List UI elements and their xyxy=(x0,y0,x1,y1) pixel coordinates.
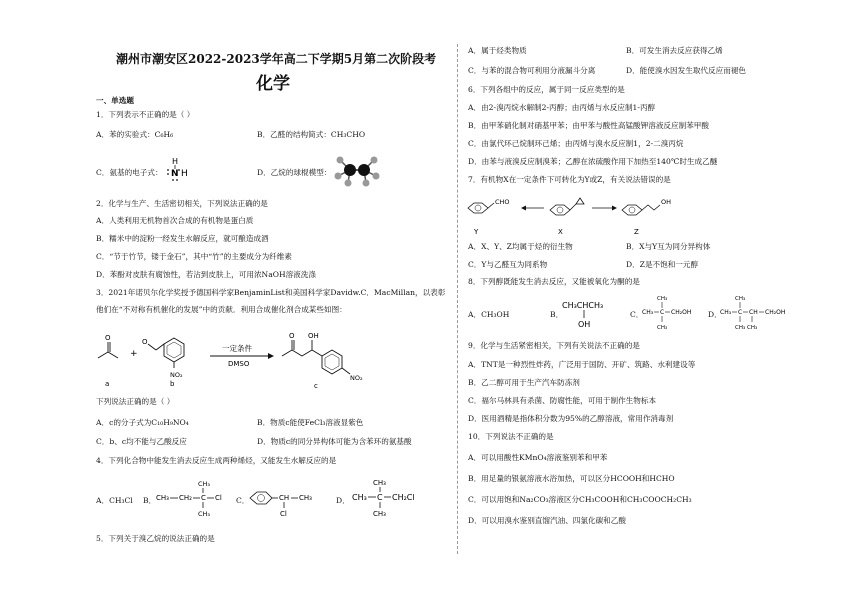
label-a: a xyxy=(105,380,110,388)
q8d-ch: CH xyxy=(749,309,758,316)
acetone-o: O xyxy=(105,334,111,342)
section-heading: 一、单选题 xyxy=(96,96,134,105)
q3-option-a: A．c的分子式为C₁₀H₉NO₄ xyxy=(96,418,189,427)
q8b-chain: CH₃CHCH₃ xyxy=(562,301,604,310)
reaction-condition-bottom: DMSO xyxy=(228,360,250,368)
q6-option-c: C．由氯代环己烷制环己烯；由丙烯与溴水反应制1，2-二溴丙烷 xyxy=(468,139,684,148)
q10-stem: 10．下列说法不正确的是 xyxy=(468,432,554,441)
h-atom-top: H xyxy=(172,157,179,166)
b-ch2: CH₂ xyxy=(179,494,192,502)
q3-stem-line2: 他们在“不对称有机催化的发展”中的贡献．利用合成催化剂合成某些如图： xyxy=(96,305,347,314)
q2-option-a: A．人类利用无机物首次合成的有机物是蛋白质 xyxy=(96,216,254,225)
q9-option-d: D．医用酒精是指体积分数为95%的乙醇溶液，常用作消毒剂 xyxy=(468,414,674,423)
q8-b-structure xyxy=(560,296,620,332)
d-ch3-top: CH₃ xyxy=(373,479,386,487)
q10-option-d: D．可以用溴水鉴别直馏汽油、四氯化碳和乙酸 xyxy=(468,516,626,525)
q8-stem: 8．下列醇既能发生消去反应，又能被氧化为酮的是 xyxy=(468,277,640,286)
q3-option-b: B．物质c能使FeCl₃溶液显紫色 xyxy=(257,418,364,427)
q5-option-a: A．属于烃类物质 xyxy=(468,46,527,55)
column-divider xyxy=(457,44,458,554)
q1-option-c: C．氨基的电子式： xyxy=(96,168,163,177)
product-o: O xyxy=(289,332,295,340)
q8c-c: C xyxy=(660,309,665,316)
q2-option-c: C．“节于竹节，镂于金石”，其中“竹”的主要成分为纤维素 xyxy=(96,252,292,261)
ethane-ball-stick-model xyxy=(332,152,382,188)
q7-option-b: B．X与Y互为同分异构体 xyxy=(626,242,711,251)
q8-c-structure xyxy=(640,292,712,334)
q6-stem: 6．下列各组中的反应，属于同一反应类型的是 xyxy=(468,85,625,94)
q9-option-c: C．福尔马林具有杀菌、防腐性能，可用于制作生物标本 xyxy=(468,396,657,405)
q6-option-d: D．由苯与液溴反应制溴苯；乙醇在浓硫酸作用下加热至140℃时生成乙醚 xyxy=(468,157,718,166)
q10-option-c: C．可以用饱和Na₂CO₃溶液区分CH₃COOH和CH₃COOCH₂CH₃ xyxy=(468,495,692,504)
q10-option-b: B．用足量的银氨溶液水浴加热，可以区分HCOOH和HCHO xyxy=(468,474,675,483)
q1-option-a: A．苯的实验式：C₆H₆ xyxy=(96,130,174,139)
q8d-c: C xyxy=(738,309,743,316)
b-ch3-bottom: CH₃ xyxy=(198,510,211,518)
z-oh: OH xyxy=(661,198,672,206)
q8-option-d: D． xyxy=(708,310,722,319)
q5-option-b: B．可发生消去反应获得乙烯 xyxy=(626,46,723,55)
b-c: C xyxy=(201,494,206,502)
q3-option-d: D．物质c的同分异构体可能为含苯环的氨基酸 xyxy=(257,437,412,446)
c-ch3: CH₃ xyxy=(299,494,312,502)
q3-question: 下列说法正确的是（ ） xyxy=(96,397,175,406)
q7-option-c: C．Y与乙醛互为同系物 xyxy=(468,260,548,269)
q1-stem: 1．下列表示不正确的是（ ） xyxy=(96,110,195,119)
q8d-ch3-branch: CH₃ xyxy=(747,325,758,331)
q4-c-structure xyxy=(246,478,326,524)
q8d-ch2oh: CH₂OH xyxy=(765,309,786,316)
q4-stem: 4．下列化合物中能发生消去反应生成两种烯烃，又能发生水解反应的是 xyxy=(96,456,337,465)
label-y: Y xyxy=(474,228,479,236)
q3-stem-line1: 3．2021年诺贝尔化学奖授予德国科学家BenjaminList和美国科学家Davidw.C．MacMillan，以表彰 xyxy=(96,288,446,297)
q2-stem: 2．化学与生产、生活密切相关，下列说法正确的是 xyxy=(96,199,268,208)
q8b-oh: OH xyxy=(578,320,591,329)
q9-option-b: B．乙二醇可用于生产汽车防冻剂 xyxy=(468,378,580,387)
q8-option-a: A．CH₃OH xyxy=(468,310,510,319)
c-cl: Cl xyxy=(280,510,287,518)
svg-text:+: + xyxy=(130,349,138,359)
q4-b-structure xyxy=(154,478,234,524)
q8c-ch2oh: CH₂OH xyxy=(671,309,692,316)
q7-option-a: A．X、Y、Z均属于烃的衍生物 xyxy=(468,242,573,251)
q4-option-d: D． xyxy=(336,496,350,505)
subject-title: 化学 xyxy=(256,74,290,94)
q8c-ch3-top: CH₃ xyxy=(657,296,668,302)
label-z: Z xyxy=(634,228,639,236)
amino-electron-formula xyxy=(164,154,194,184)
q6-option-a: A．由2-溴丙烷水解制2-丙醇；由丙烯与水反应制1-丙醇 xyxy=(468,103,656,112)
q7-option-d: D．Z是不饱和一元醇 xyxy=(626,260,699,269)
q2-option-d: D．苯酚对皮肤有腐蚀性，若沾到皮肤上，可用浓NaOH溶液洗涤 xyxy=(96,270,316,279)
d-ch2cl: CH₂Cl xyxy=(392,493,415,502)
q4-option-c: C． xyxy=(236,496,250,505)
d-ch3: CH₃ xyxy=(352,493,367,502)
label-b: b xyxy=(170,380,175,388)
n-atom: N xyxy=(171,169,179,179)
q6-option-b: B．由甲苯硝化制对硝基甲苯；由甲苯与酸性高锰酸钾溶液反应制苯甲酸 xyxy=(468,121,709,130)
q10-option-a: A．可以用酸性KMnO₄溶液鉴别苯和甲苯 xyxy=(468,453,608,462)
q5-option-c: C．与苯的混合物可利用分液漏斗分离 xyxy=(468,66,596,75)
q4-option-a: A．CH₃Cl xyxy=(96,496,133,505)
q4-option-b: B． xyxy=(143,496,157,505)
label-c: c xyxy=(314,382,318,390)
q9-stem: 9．化学与生活紧密相关，下列有关说法不正确的是 xyxy=(468,341,640,350)
b-no2: NO₂ xyxy=(170,371,183,379)
q7-conversion-scheme xyxy=(462,190,712,238)
q9-option-a: A．TNT是一种烈性炸药，广泛用于国防、开矿、筑路、水利建设等 xyxy=(468,360,696,369)
b-cl: Cl xyxy=(215,494,222,502)
aldehyde-o: O xyxy=(142,338,148,346)
q8-option-c: C． xyxy=(630,310,644,319)
q2-option-b: B．糯米中的淀粉一经发生水解反应，就可酿造成酒 xyxy=(96,234,269,243)
reaction-condition-top: 一定条件 xyxy=(222,344,252,353)
q8c-ch3-bottom: CH₃ xyxy=(657,325,668,331)
b-ch3: CH₃ xyxy=(156,494,169,502)
label-x: X xyxy=(558,228,563,236)
q3-option-c: C．b、c均不能与乙酸反应 xyxy=(96,437,187,446)
d-ch3-bottom: CH₃ xyxy=(373,510,386,518)
c-no2: NO₂ xyxy=(350,374,363,382)
q8d-ch3-bottom: CH₃ xyxy=(735,325,746,331)
q8d-ch3-top: CH₃ xyxy=(735,296,746,302)
b-ch3-top: CH₃ xyxy=(198,480,211,488)
d-c: C xyxy=(377,493,383,502)
q8c-ch3: CH₃ xyxy=(642,309,654,316)
q4-d-structure xyxy=(350,478,450,524)
q3-reaction-scheme xyxy=(92,322,382,392)
q1-option-b: B．乙醛的结构简式：CH₃CHO xyxy=(257,130,366,139)
q5-stem: 5．下列关于溴乙烷的说法正确的是 xyxy=(96,534,215,543)
c-ch: CH xyxy=(279,494,290,502)
q1-option-d: D．乙烷的球棍模型： xyxy=(257,168,332,177)
q8-d-structure xyxy=(718,292,828,334)
q7-stem: 7．有机物X在一定条件下可转化为Y或Z，有关说法错误的是 xyxy=(468,175,671,184)
q8d-ch3: CH₃ xyxy=(720,309,732,316)
q8-option-b: B． xyxy=(550,310,564,319)
page-title: 潮州市潮安区2022-2023学年高二下学期5月第二次阶段考 xyxy=(116,52,437,66)
y-cho: CHO xyxy=(495,198,510,206)
h-atom-right: H xyxy=(181,169,188,179)
product-oh: OH xyxy=(308,332,319,340)
q5-option-d: D．能使溴水因发生取代反应而褪色 xyxy=(626,66,746,75)
